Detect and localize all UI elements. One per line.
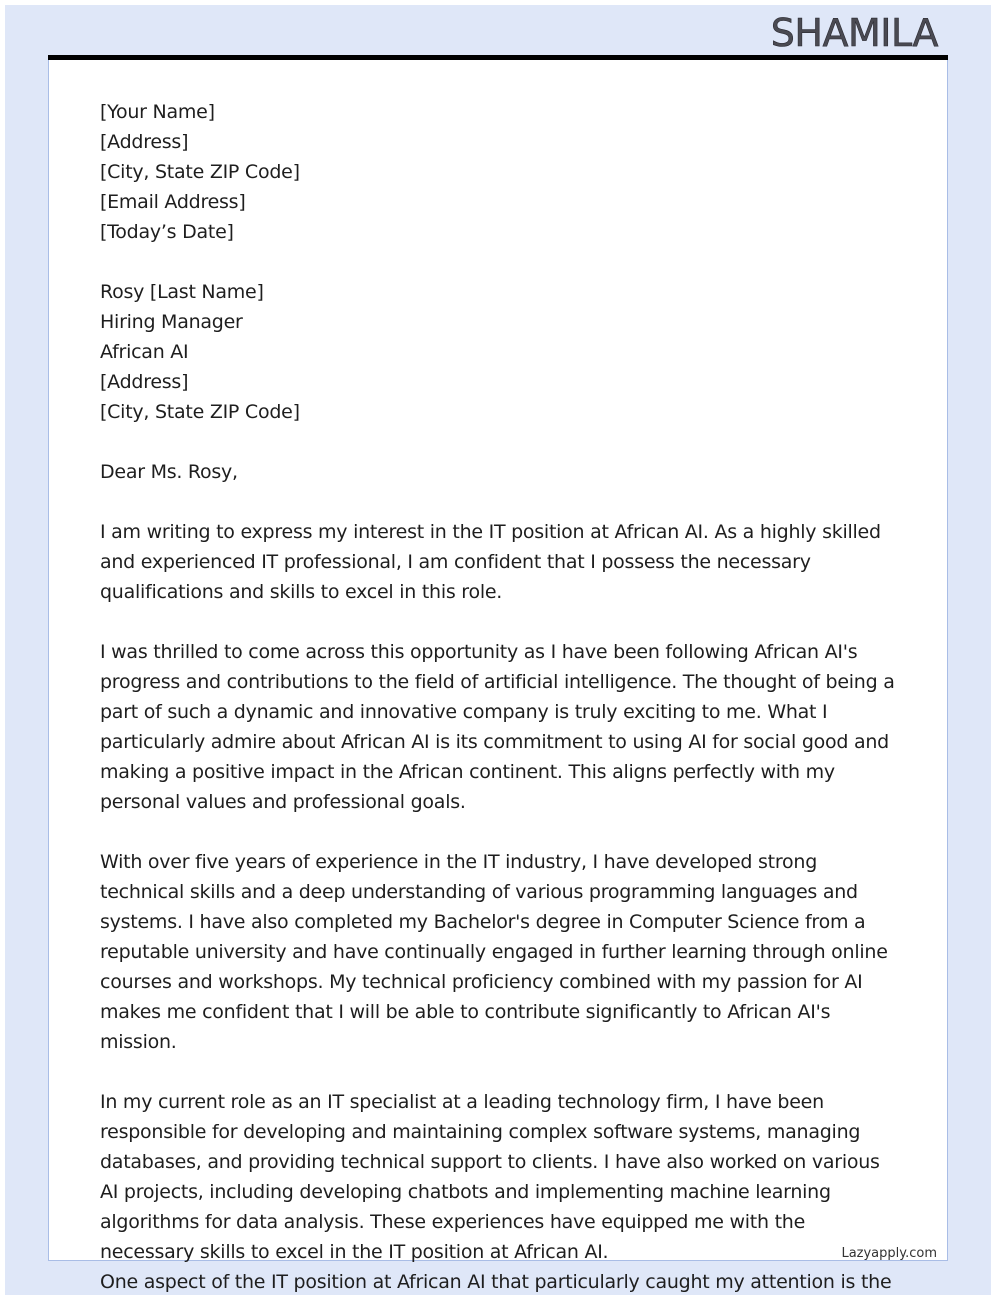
recipient-company: African AI: [100, 341, 189, 363]
paragraph-current-role: In my current role as an IT specialist at a leading technology firm, I have been responsible for developing and maintaining complex software systems, managing databases, and providing technical support to clients. I have also worked on various AI projects, including developing chatbots and implementing machine learning algorithms for data analysis. These experiences have equipped me with the necessary skills to excel in the IT position at African AI.: [100, 1091, 880, 1263]
sender-block: [100, 97, 900, 247]
paragraph-continuation: One aspect of the IT position at African AI that particularly caught my attention is the: [100, 1271, 892, 1293]
recipient-city: [City, State ZIP Code]: [100, 401, 300, 423]
sender-address: [Address]: [100, 131, 189, 153]
paragraph-intro: I am writing to express my interest in the IT position at African AI. As a highly skilled and experienced IT professional, I am confident that I possess the necessary qualifications and skills to excel in this role.: [100, 521, 881, 603]
recipient-title: Hiring Manager: [100, 311, 243, 333]
watermark-text: Lazyapply.com: [841, 1246, 937, 1261]
salutation: Dear Ms. Rosy,: [100, 461, 238, 483]
paragraph-motivation: I was thrilled to come across this opportunity as I have been following African AI's progress and contributions to the field of artificial intelligence. The thought of being a part of such a dynamic and innovative company is truly exciting to me. What I particularly admire about African AI is its commitment to using AI for social good and making a positive impact in the African continent. This aligns perfectly with my personal values and professional goals.: [100, 641, 895, 813]
letter-body: [100, 97, 900, 1297]
paragraph-experience: With over five years of experience in the IT industry, I have developed strong technical skills and a deep understanding of various programming languages and systems. I have also completed my Bachelor's degree in Computer Science from a reputable university and have continually engaged in further learning through online courses and workshops. My technical proficiency combined with my passion for AI makes me confident that I will be able to contribute significantly to African AI's mission.: [100, 851, 888, 1053]
recipient-address: [Address]: [100, 371, 189, 393]
recipient-block: [100, 277, 900, 427]
sender-date: [Today’s Date]: [100, 221, 234, 243]
sender-city: [City, State ZIP Code]: [100, 161, 300, 183]
recipient-name: Rosy [Last Name]: [100, 281, 264, 303]
brand-logo: SHAMILA: [770, 11, 938, 55]
sender-email: [Email Address]: [100, 191, 246, 213]
sender-name: [Your Name]: [100, 101, 215, 123]
